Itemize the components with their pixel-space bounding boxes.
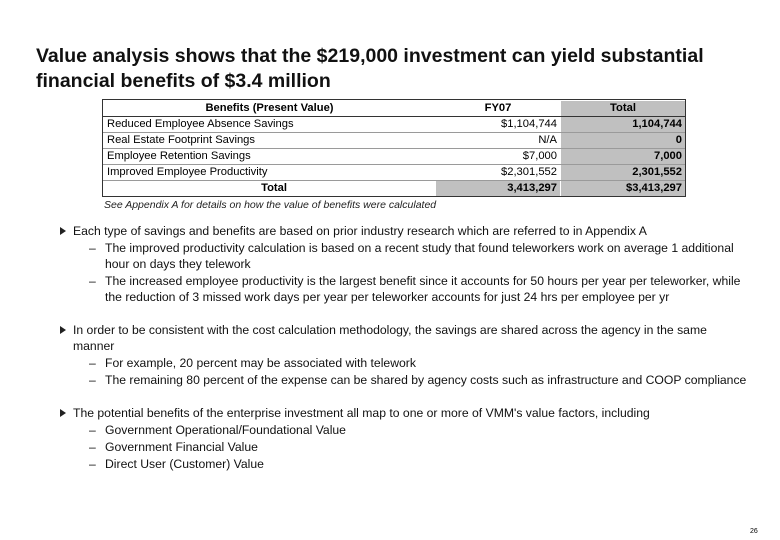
bullet-item (58, 322, 748, 388)
sub-bullet (73, 422, 748, 438)
total-total: $3,413,297 (561, 181, 686, 197)
row-label: Reduced Employee Absence Savings (104, 117, 436, 133)
total-label: Total (104, 181, 436, 197)
bullet-list (58, 223, 748, 472)
row-fy07: N/A (436, 133, 561, 149)
table-row (104, 117, 686, 133)
table-row (104, 165, 686, 181)
arrow-bullet-icon (60, 409, 66, 417)
row-total: 2,301,552 (561, 165, 686, 181)
row-total: 1,104,744 (561, 117, 686, 133)
dash-icon: – (89, 274, 96, 288)
table-footnote: See Appendix A for details on how the value of benefits were calculated (104, 199, 437, 211)
table-row (104, 149, 686, 165)
sub-bullet (73, 456, 748, 472)
sub-bullet (73, 240, 748, 272)
row-label: Improved Employee Productivity (104, 165, 436, 181)
sub-bullet-text: For example, 20 percent may be associated with telework (105, 356, 416, 370)
sub-bullet-text: The improved productivity calculation is based on a recent study that found teleworkers work on average 1 additional hour on days they telework (105, 241, 734, 271)
sub-bullet-text: Direct User (Customer) Value (105, 457, 264, 471)
header-fy07: FY07 (436, 101, 561, 117)
dash-icon: – (89, 356, 96, 370)
arrow-bullet-icon (60, 227, 66, 235)
total-fy07: 3,413,297 (436, 181, 561, 197)
bullet-text: Each type of savings and benefits are based on prior industry research which are referred to in Appendix A (73, 224, 647, 238)
arrow-bullet-icon (60, 326, 66, 334)
row-label: Real Estate Footprint Savings (104, 133, 436, 149)
slide-title: Value analysis shows that the $219,000 investment can yield substantial financial benefits of $3.4 million (36, 45, 704, 92)
row-total: 0 (561, 133, 686, 149)
page-number: 26 (750, 528, 758, 535)
row-fy07: $1,104,744 (436, 117, 561, 133)
bullet-item (58, 405, 748, 472)
sub-bullet-text: The remaining 80 percent of the expense can be shared by agency costs such as infrastructure and COOP compliance (105, 373, 747, 387)
table-header-row (104, 101, 686, 117)
table-total-row (104, 181, 686, 197)
sub-bullet-text: The increased employee productivity is the largest benefit since it accounts for 50 hours per year per teleworker, while the reduction of 3 missed work days per year per teleworker accounts for just 24 hrs per employee per yr (105, 274, 741, 304)
row-total: 7,000 (561, 149, 686, 165)
row-fy07: $7,000 (436, 149, 561, 165)
header-benefits: Benefits (Present Value) (104, 101, 436, 117)
dash-icon: – (89, 423, 96, 437)
dash-icon: – (89, 457, 96, 471)
dash-icon: – (89, 373, 96, 387)
sub-bullet (73, 355, 748, 371)
sub-bullet (73, 439, 748, 455)
row-label: Employee Retention Savings (104, 149, 436, 165)
bullet-text: The potential benefits of the enterprise investment all map to one or more of VMM's value factors, including (73, 406, 650, 420)
row-fy07: $2,301,552 (436, 165, 561, 181)
sub-bullet-text: Government Operational/Foundational Value (105, 423, 346, 437)
dash-icon: – (89, 440, 96, 454)
dash-icon: – (89, 241, 96, 255)
sub-bullet-text: Government Financial Value (105, 440, 258, 454)
header-total: Total (561, 101, 686, 117)
sub-bullet (73, 372, 748, 388)
benefits-table (103, 100, 686, 197)
sub-bullet (73, 273, 748, 305)
bullet-text: In order to be consistent with the cost calculation methodology, the savings are shared across the agency in the same manner (73, 323, 707, 353)
table-row (104, 133, 686, 149)
bullet-item (58, 223, 748, 305)
